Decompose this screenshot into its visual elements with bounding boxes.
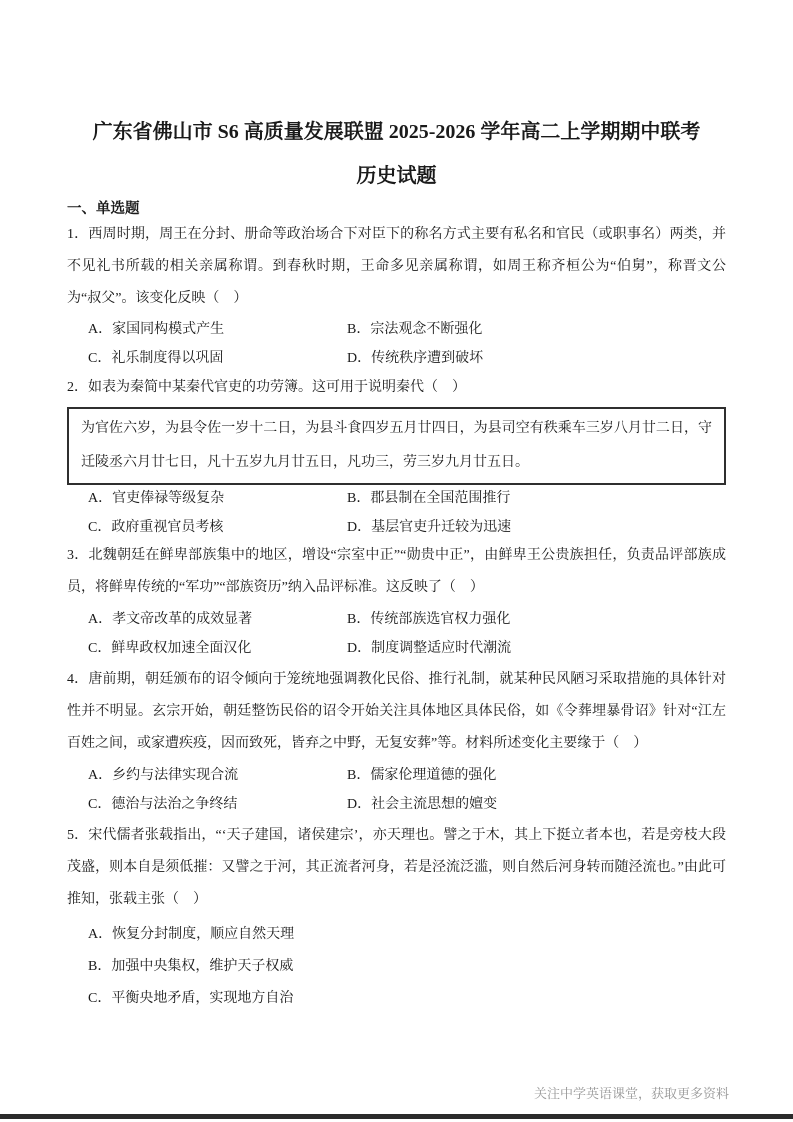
question-5-stem: 5．宋代儒者张载指出，“‘天子建国，诸侯建宗’，亦天理也。譬之于木，其上下挺立者本也，若是旁枝大段茂盛，则本自是须低摧：又譬之于河，其正流者河身，若是泾流泛滥，则自然后河身转而随泾流也。”由此可推知，张载主张（ ）	[67, 828, 726, 907]
question-5-option-a: A．恢复分封制度，顺应自然天理	[88, 927, 295, 942]
question-4-option-c: C．德治与法治之争终结	[88, 797, 238, 812]
question-3-option-b: B．传统部族选官权力强化	[347, 612, 511, 627]
question-2-option-c: C．政府重视官员考核	[88, 520, 224, 535]
question-2-option-a: A．官吏俸禄等级复杂	[88, 491, 225, 506]
question-4-option-b: B．儒家伦理道德的强化	[347, 768, 497, 783]
question-3-options	[67, 605, 726, 663]
section-header: 一、单选题	[67, 201, 140, 217]
question-5-option-b: B．加强中央集权，维护天子权威	[88, 959, 294, 974]
bottom-divider-bar	[0, 1114, 793, 1119]
question-3-option-c: C．鲜卑政权加速全面汉化	[88, 641, 252, 656]
question-1-stem: 1．西周时期，周王在分封、册命等政治场合下对臣下的称名方式主要有私名和官民（或职事名）两类，并不见礼书所载的相关亲属称谓。到春秋时期，王命多见亲属称谓，如周王称齐桓公为“伯舅”，称晋文公为“叔父”。该变化反映（ ）	[67, 227, 726, 306]
question-3-option-d: D．制度调整适应时代潮流	[347, 641, 512, 656]
question-2-option-d: D．基层官吏升迁较为迅速	[347, 520, 512, 535]
question-1-option-a: A．家国同构模式产生	[88, 322, 225, 337]
question-2-material-box: 为官佐六岁，为县令佐一岁十二日，为县斗食四岁五月廿四日，为县司空有秩乘车三岁八月廿二日，守迁陵丞六月廿七日，凡十五岁九月廿五日，凡功三，劳三岁九月廿五日。	[67, 407, 726, 485]
question-4-option-a: A．乡约与法律实现合流	[88, 768, 239, 783]
question-2-options	[67, 484, 726, 542]
question-4-options	[67, 761, 726, 819]
question-3-stem: 3．北魏朝廷在鲜卑部族集中的地区，增设“宗室中正”“勋贵中正”，由鲜卑王公贵族担任，负责品评部族成员，将鲜卑传统的“军功”“部族资历”纳入品评标准。这反映了（ ）	[67, 548, 726, 595]
question-4-stem: 4．唐前期，朝廷颁布的诏令倾向于笼统地强调教化民俗、推行礼制，就某种民风陋习采取措施的具体针对性并不明显。玄宗开始，朝廷整饬民俗的诏令开始关注具体地区具体民俗，如《令葬埋暴骨诏》针对“江左百姓之间，或家遭疾疫，因而致死，皆弃之中野，无复安葬”等。材料所述变化主要缘于（ ）	[67, 672, 726, 751]
question-1-option-d: D．传统秩序遭到破坏	[347, 351, 484, 366]
exam-title: 广东省佛山市 S6 高质量发展联盟 2025-2026 学年高二上学期期中联考	[92, 121, 701, 143]
footer-promo-text: 关注中学英语课堂，获取更多资料	[533, 1086, 729, 1101]
question-5-option-c: C．平衡央地矛盾，实现地方自治	[88, 991, 294, 1006]
question-1-option-c: C．礼乐制度得以巩固	[88, 351, 224, 366]
exam-subtitle: 历史试题	[356, 165, 437, 187]
question-2-stem: 2．如表为秦简中某秦代官吏的功劳簿。这可用于说明秦代（ ）	[67, 380, 466, 395]
question-1-options	[67, 315, 726, 373]
question-5-options	[67, 919, 726, 1015]
question-2-option-b: B．郡县制在全国范围推行	[347, 491, 511, 506]
question-4-option-d: D．社会主流思想的嬗变	[347, 797, 498, 812]
question-1-option-b: B．宗法观念不断强化	[347, 322, 483, 337]
question-3-option-a: A．孝文帝改革的成效显著	[88, 612, 253, 627]
